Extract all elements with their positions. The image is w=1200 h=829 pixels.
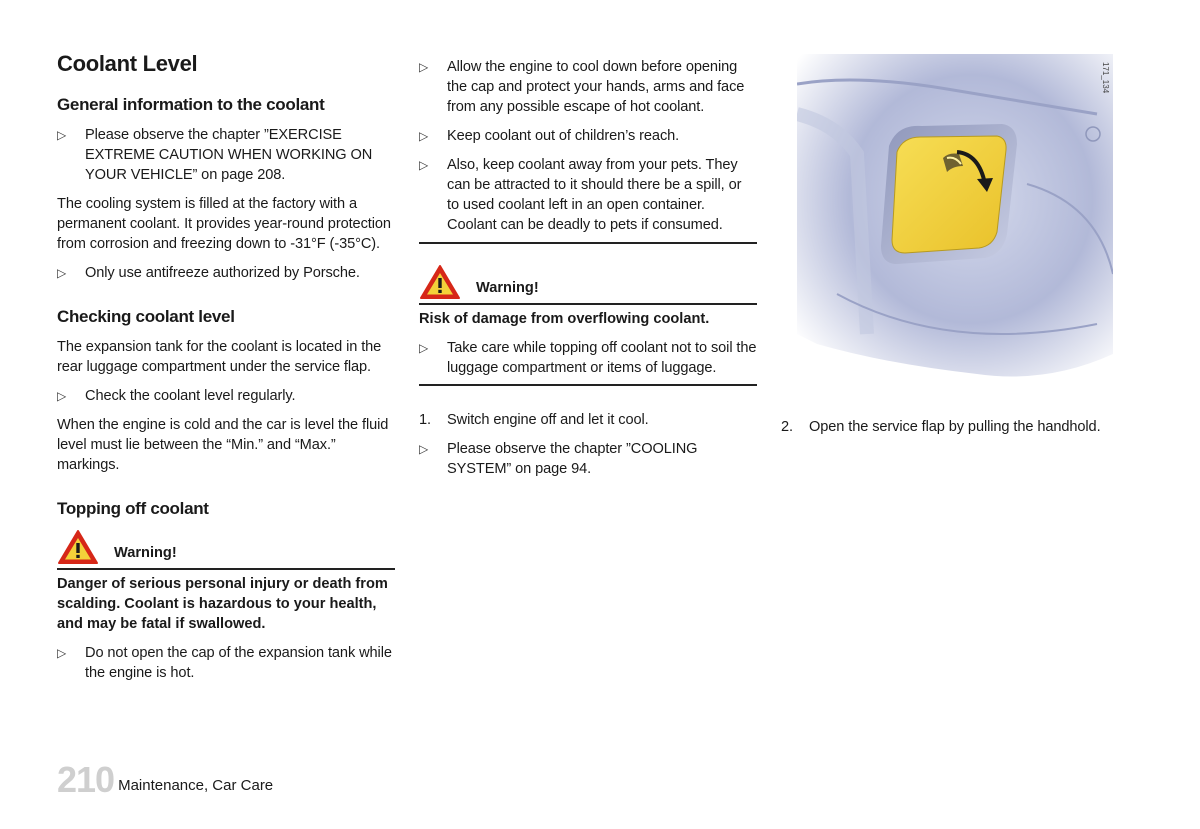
step-number: 1. — [419, 412, 431, 428]
triangle-bullet-icon: ▷ — [419, 129, 429, 143]
paragraph: The expansion tank for the coolant is located in the rear luggage compartment under the service flap. — [57, 339, 382, 375]
warning-triangle-icon — [419, 264, 461, 300]
warning-text: Danger of serious personal injury or death from scalding. Coolant is hazardous to your health, and may be fatal if swallowed. — [57, 576, 388, 632]
triangle-bullet-icon: ▷ — [57, 266, 67, 280]
triangle-bullet-icon: ▷ — [419, 341, 429, 355]
warning-header — [419, 264, 757, 305]
triangle-bullet-icon: ▷ — [419, 442, 429, 456]
list-item: ▷ Please observe the chapter ”EXERCISE EXTREME CAUTION WHEN WORKING ON YOUR VEHICLE” on page 208. — [57, 127, 373, 183]
list-item: ▷ Do not open the cap of the expansion tank while the engine is hot. — [57, 645, 392, 681]
list-item: ▷ Please observe the chapter ”COOLING SYSTEM” on page 94. — [419, 441, 698, 477]
step-item: 2. Open the service flap by pulling the handhold. — [781, 419, 1101, 435]
list-item: ▷ Allow the engine to cool down before opening the cap and protect your hands, arms and face from any possible escape of hot coolant. — [419, 59, 745, 115]
list-item: ▷ Only use antifreeze authorized by Porsche. — [57, 265, 360, 281]
section-heading-checking: Checking coolant level — [57, 307, 235, 326]
page-footer — [57, 760, 273, 800]
section-heading-general: General information to the coolant — [57, 95, 325, 114]
page-title: Coolant Level — [57, 51, 198, 76]
divider — [419, 384, 757, 386]
paragraph: When the engine is cold and the car is level the fluid level must lie between the “Min.” and “Max.” markings. — [57, 417, 389, 473]
section-heading-topping: Topping off coolant — [57, 499, 209, 518]
divider — [419, 242, 757, 244]
warning-header — [57, 529, 395, 570]
warning-triangle-icon — [57, 529, 99, 565]
paragraph: The cooling system is filled at the factory with a permanent coolant. It provides year-round protection from corrosion and freezing down to -31°F (-35°C). — [57, 196, 391, 252]
list-item: ▷ Also, keep coolant away from your pets. They can be attracted to it should there be a spill, or to used coolant left in an open container. Coolant can be deadly to pets if consumed. — [419, 157, 742, 233]
service-flap-illustration — [797, 54, 1113, 394]
column-right — [781, 54, 1121, 446]
warning-label: Warning! — [476, 280, 539, 296]
list-item: ▷ Keep coolant out of children’s reach. — [419, 128, 680, 144]
step-item: 1. Switch engine off and let it cool. — [419, 412, 649, 428]
triangle-bullet-icon: ▷ — [57, 646, 67, 660]
triangle-bullet-icon: ▷ — [419, 60, 429, 74]
step-number: 2. — [781, 419, 793, 435]
page-number: 210 — [57, 759, 115, 800]
figure-code: 171_134 — [1101, 62, 1110, 94]
column-middle — [419, 57, 757, 488]
list-item: ▷ Take care while topping off coolant not to soil the luggage compartment or items of luggage. — [419, 340, 757, 376]
triangle-bullet-icon: ▷ — [57, 128, 67, 142]
triangle-bullet-icon: ▷ — [57, 389, 67, 403]
warning-text: Risk of damage from overflowing coolant. — [419, 311, 710, 327]
chapter-name: Maintenance, Car Care — [118, 777, 274, 794]
warning-label: Warning! — [114, 545, 177, 561]
triangle-bullet-icon: ▷ — [419, 158, 429, 172]
column-left — [57, 50, 395, 692]
list-item: ▷ Check the coolant level regularly. — [57, 388, 296, 404]
